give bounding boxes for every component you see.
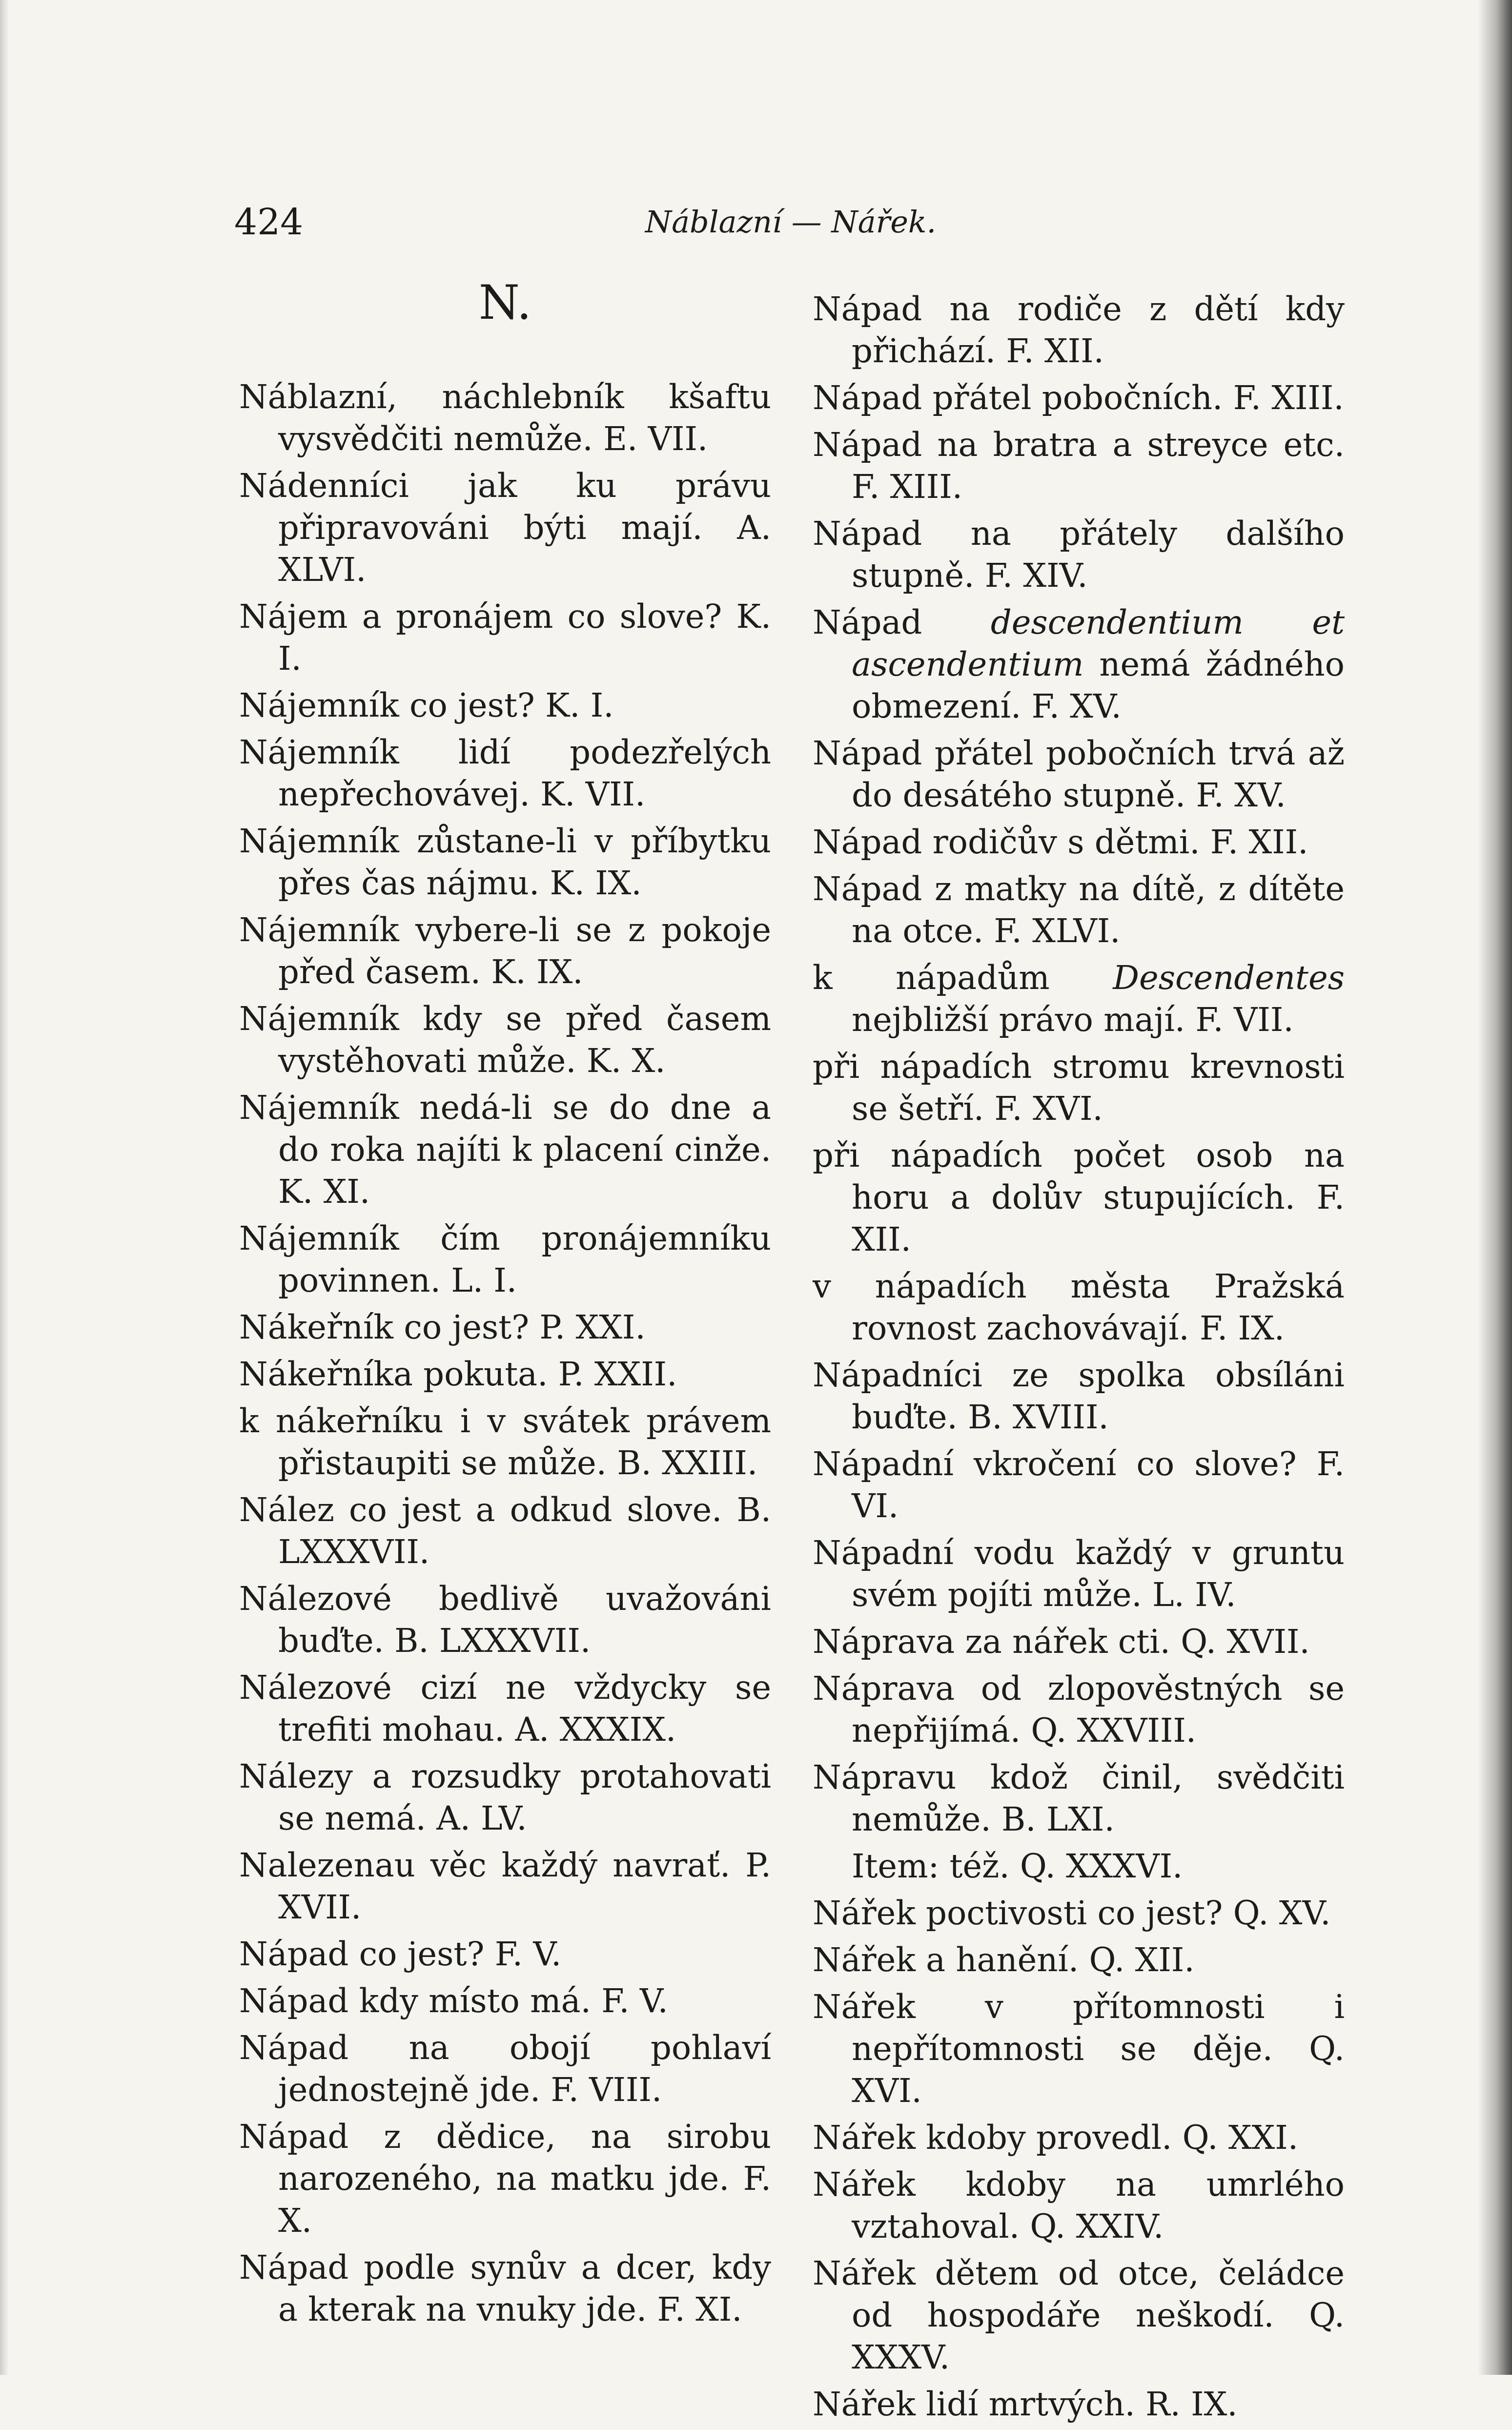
index-entry: Nářek lidí mrtvých. R. IX.: [813, 2385, 1238, 2423]
page-edge-shadow-right: [1478, 0, 1512, 2375]
entry-text: k nápadům: [813, 959, 1113, 997]
index-entry: Nápadníci ze spolka obsíláni buďte. B. XVIII.: [813, 1356, 1345, 1436]
running-head: Náblazní — Nářek.: [645, 204, 937, 240]
index-column-right: [813, 288, 1345, 2430]
index-entry: Nálezové cizí ne vždycky se trefiti mohau. A. XXXIX.: [239, 1668, 771, 1749]
index-entry: Nápadní vodu každý v gruntu svém pojíti může. L. IV.: [813, 1534, 1345, 1614]
index-entry: Nalezenau věc každý navrať. P. XVII.: [239, 1846, 771, 1926]
index-entry: Nákeřník co jest? P. XXI.: [239, 1308, 646, 1346]
index-entry: Nákeřníka pokuta. P. XXII.: [239, 1355, 677, 1393]
index-entry: Nájemník zůstane-li v příbytku přes čas nájmu. K. IX.: [239, 822, 771, 902]
index-entry: Nářek poctivosti co jest? Q. XV.: [813, 1894, 1331, 1932]
index-entry: Nářek v přítomnosti i nepřítomnosti se děje. Q. XVI.: [813, 1988, 1345, 2110]
index-column-left: [239, 273, 771, 2335]
index-entry: Nápad rodičův s dětmi. F. XII.: [813, 823, 1308, 861]
index-entry: Náprava za nářek cti. Q. XVII.: [813, 1623, 1310, 1661]
index-entry: Nájemník kdy se před časem vystěhovati může. K. X.: [239, 1000, 771, 1080]
index-entry: Nápad na přátely dalšího stupně. F. XIV.: [813, 515, 1345, 595]
index-entry: Nápad podle synův a dcer, kdy a kterak na vnuky jde. F. XI.: [239, 2248, 771, 2328]
index-entry: při nápadích počet osob na horu a dolův stupujících. F. XII.: [813, 1136, 1345, 1258]
index-entry: Nápad z dědice, na sirobu narozeného, na matku jde. F. X.: [239, 2118, 771, 2240]
index-entry: Nápad na rodiče z dětí kdy přichází. F. XII.: [813, 290, 1345, 370]
index-entry: Nápravu kdož činil, svědčiti nemůže. B. LXI.: [813, 1758, 1345, 1838]
index-entry: Nápad přátel pobočních. F. XIII.: [813, 379, 1344, 417]
index-entry: Nájemník vybere-li se z pokoje před časem. K. IX.: [239, 911, 771, 991]
latin-term: Descendentes: [1113, 959, 1345, 997]
index-entry: Náprava od zlopověstných se nepřijímá. Q. XXVIII.: [813, 1669, 1345, 1750]
index-entry: [813, 957, 1345, 1041]
index-entry: Nářek a hanění. Q. XII.: [813, 1941, 1195, 1979]
entry-text: nejbližší právo mají. F. VII.: [852, 1001, 1294, 1039]
index-entry: Nápad co jest? F. V.: [239, 1935, 562, 1973]
entry-text: nemá žádného obmezení. F. XV.: [852, 645, 1345, 725]
index-entry: Nářek kdoby na umrlého vztahoval. Q. XXIV.: [813, 2165, 1345, 2245]
index-entry: Nářek kdoby provedl. Q. XXI.: [813, 2119, 1299, 2157]
index-entry: Nájemník nedá-li se do dne a do roka najíti k placení cinže. K. XI.: [239, 1089, 771, 1211]
page-number: 424: [234, 201, 304, 243]
index-entry: Nájemník co jest? K. I.: [239, 686, 614, 724]
index-entry: při nápadích stromu krevnosti se šetří. F. XVI.: [813, 1048, 1345, 1128]
index-entry: Nájem a pronájem co slove? K. I.: [239, 597, 771, 678]
index-entry: Nápad přátel pobočních trvá až do desátého stupně. F. XV.: [813, 734, 1345, 814]
index-entry: Nápad na obojí pohlaví jednostejně jde. F. VIII.: [239, 2029, 771, 2109]
index-entry: Nájemník lidí podezřelých nepřechovávej. K. VII.: [239, 733, 771, 813]
index-entry: Nápad kdy místo má. F. V.: [239, 1982, 668, 2020]
index-entry: Nálezy a rozsudky protahovati se nemá. A. LV.: [239, 1757, 771, 1837]
index-entry: Nádenníci jak ku právu připravováni býti mají. A. XLVI.: [239, 467, 771, 589]
page-header: [234, 195, 1347, 249]
index-entry: k nákeřníku i v svátek právem přistaupiti se může. B. XXIII.: [239, 1402, 771, 1482]
index-entry: Nářek dětem od otce, čeládce od hospodáře neškodí. Q. XXXV.: [813, 2254, 1345, 2376]
index-entry: Nápad z matky na dítě, z dítěte na otce. F. XLVI.: [813, 870, 1345, 950]
page-edge-shadow-left: [0, 0, 9, 2375]
index-entry: Nápad na bratra a streyce etc. F. XIII.: [813, 426, 1345, 506]
index-entry: [813, 601, 1345, 727]
section-letter: N.: [478, 275, 532, 330]
index-entry: Nálezové bedlivě uvažováni buďte. B. LXXXVII.: [239, 1580, 771, 1660]
index-entry: Nápadní vkročení co slove? F. VI.: [813, 1445, 1345, 1525]
index-entry: Item: též. Q. XXXVI.: [852, 1847, 1183, 1885]
index-entry: Nález co jest a odkud slove. B. LXXXVII.: [239, 1491, 771, 1571]
entry-text: Nápad: [813, 603, 991, 641]
latin-term: descendentium et ascendentium: [852, 603, 1345, 683]
index-entry: Náblazní, náchlebník kšaftu vysvědčiti nemůže. E. VII.: [239, 378, 771, 458]
index-entry: Nájemník čím pronájemníku povinnen. L. I.: [239, 1219, 771, 1299]
index-entry: v nápadích města Pražská rovnost zachovávají. F. IX.: [813, 1267, 1345, 1347]
